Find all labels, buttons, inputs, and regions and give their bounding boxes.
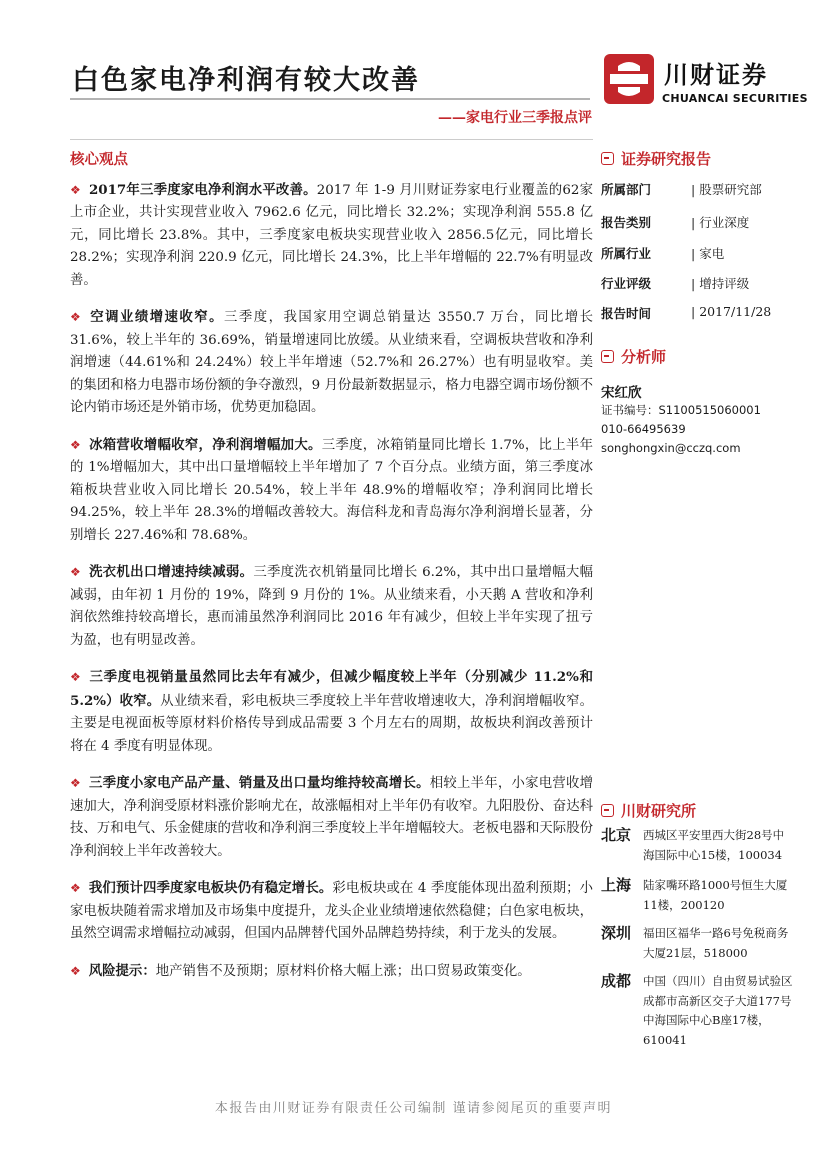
meta-value: | 2017/11/28 — [691, 304, 772, 319]
section-title: 核心观点 — [70, 151, 128, 168]
paragraph-lead: 2017年三季度家电净利润水平改善。 — [88, 181, 317, 198]
paragraph — [70, 877, 593, 946]
paragraph — [70, 434, 593, 548]
report-icon — [601, 152, 614, 165]
diamond-bullet-icon: ❖ — [70, 963, 81, 978]
paragraph-body: 相较上半年，小家电营收增速加大，净利润受原材料涨价影响尤在，故涨幅相对上半年仍有收窄。九阳股份、奋达科技、万和电气、乐金健康的营收和净利润三季度较上半年增幅较大。老板电器和天际股份净利润较上半年改善较大。 — [70, 776, 594, 859]
meta-value: | 家电 — [691, 246, 725, 261]
paragraph-lead: 三季度小家电产品产量、销量及出口量均维持较高增长。 — [89, 775, 430, 791]
paragraph-lead: 风险提示： — [88, 962, 156, 979]
office-city: 成都 — [601, 972, 632, 990]
institute-icon — [601, 804, 614, 817]
main-content — [70, 149, 593, 997]
meta-key: 报告时间 — [601, 306, 652, 321]
paragraph-body: 三季度洗衣机销量同比增长 6.2%，其中出口量增幅大幅减弱，由年初 1 月份的 19%，降到 9 月份的 1%。从业绩来看，小天鹅 A 营收和净利润依然维持较高增长，惠而浦虽然净利润同比 2016 年有减少，但较上半年实现了扭亏为盈，也有明显改善。 — [70, 565, 593, 648]
office-city: 北京 — [601, 826, 632, 844]
paragraph-body: 地产销售不及预期；原材料价格大幅上涨；出口贸易政策变化。 — [155, 963, 531, 979]
paragraph — [70, 772, 593, 863]
header-separator — [70, 139, 593, 140]
office-address: 陆家嘴环路1000号恒生大厦11楼，200120 — [643, 878, 788, 912]
meta-key: 行业评级 — [601, 276, 652, 291]
footer-disclaimer: 本报告由川财证券有限责任公司编制 谨请参阅尾页的重要声明 — [214, 1101, 613, 1116]
paragraph-body: 三季度，冰箱销量同比增长 1.7%，比上半年的 1%增幅加大，其中出口量增幅较上半年增加了 7 个百分点。业绩方面，第三季度冰箱板块营业收入同比增长 20.54%，较上半年 48.9%的增幅收窄；净利润同比增长 94.25%，较上半年 28.3%的增幅改善较大。海信科龙和青岛海尔净利润增长显著，分别增长 227.46%和 78.68%。 — [70, 437, 594, 543]
office-address: 西城区平安里西大街28号中海国际中心15楼，100034 — [643, 828, 785, 862]
analyst-cert: 证书编号：S1100515060001 — [601, 403, 761, 417]
analyst-heading-label: 分析师 — [621, 348, 667, 366]
diamond-bullet-icon: ❖ — [70, 565, 82, 579]
diamond-bullet-icon: ❖ — [70, 776, 81, 790]
meta-row-industry — [601, 244, 791, 262]
report-meta — [601, 180, 791, 320]
diamond-bullet-icon: ❖ — [70, 670, 82, 684]
analyst-email[interactable]: songhongxin@cczq.com — [601, 441, 741, 455]
office-city: 深圳 — [601, 924, 632, 942]
report-subtitle: ——家电行业三季报点评 — [438, 110, 592, 126]
paragraph-lead: 三季度电视销量虽然同比去年有减少，但减少幅度较上半年（分别减少 11.2%和 5.2%）收窄。 — [70, 669, 593, 709]
meta-row-rating — [601, 274, 791, 292]
diamond-bullet-icon: ❖ — [70, 437, 82, 452]
meta-key: 所属行业 — [601, 246, 652, 261]
office-list — [601, 826, 791, 1076]
office-address: 中国（四川）自由贸易试验区成都市高新区交子大道177号中海国际中心B座17楼，610041 — [643, 974, 793, 1047]
diamond-bullet-icon: ❖ — [70, 881, 81, 895]
paragraph — [70, 666, 593, 758]
meta-key: 报告类别 — [601, 215, 652, 230]
title-divider — [70, 98, 590, 100]
meta-row-department — [601, 180, 791, 198]
paragraph-body: 彩电板块或在 4 季度能体现出盈利预期；小家电板块随着需求增加及市场集中度提升，龙头企业业绩增速依然稳健；白色家电板块，虽然空调需求增幅拉动减弱，但国内品牌替代国外品牌趋势持续，利于龙头的发展。 — [70, 881, 594, 941]
brand-name-en: CHUANCAI SECURITIES — [662, 92, 808, 105]
office-city: 上海 — [601, 876, 632, 894]
report-title: 白色家电净利润有较大改善 — [72, 65, 420, 96]
analyst-phone: 010-66495639 — [601, 422, 686, 436]
analyst-info — [601, 381, 791, 458]
analyst-name: 宋红欣 — [601, 385, 642, 401]
diamond-bullet-icon: ❖ — [70, 310, 83, 324]
paragraph — [70, 561, 593, 652]
meta-value: | 行业深度 — [691, 215, 750, 230]
paragraph-lead: 空调业绩增速收窄。 — [90, 309, 225, 325]
meta-value: | 股票研究部 — [691, 182, 762, 197]
paragraph-body: 从业绩来看，彩电板块三季度较上半年营收增速收大，净利润增幅收窄。主要是电视面板等原材料价格传导到成品需要 3 个月左右的周期，故板块利润改善预计将在 4 季度有明显体现。 — [70, 693, 593, 754]
paragraph-body: 三季度，我国家用空调总销量达 3550.7 万台，同比增长 31.6%，较上半年的 36.69%，销量增速同比放缓。从业绩来看，空调板块营收和净利润增速（44.61%和 24.24%）较上半年增速（52.7%和 26.27%）也有明显收窄。美的集团和格力电器市场份额的争夺激烈，9 月份最新数据显示，格力电器空调市场份额不论内销市场还是外销市场，优势更加稳固。 — [70, 310, 593, 415]
paragraph-lead: 我们预计四季度家电板块仍有稳定增长。 — [88, 880, 333, 896]
paragraph-lead: 洗衣机出口增速持续减弱。 — [89, 564, 254, 580]
meta-value: | 增持评级 — [691, 276, 750, 291]
report-info-heading-label: 证券研究报告 — [621, 150, 712, 168]
paragraph — [70, 306, 593, 420]
brand-logo-icon — [604, 54, 654, 104]
paragraph — [70, 960, 593, 984]
analyst-heading — [601, 346, 791, 367]
diamond-bullet-icon: ❖ — [70, 182, 81, 197]
institute-heading-label: 川财研究所 — [621, 802, 697, 820]
paragraph-lead: 冰箱营收增幅收窄，净利润增幅加大。 — [89, 436, 322, 453]
brand-name-cn: 川财证券 — [664, 61, 768, 89]
paragraph-body: 2017 年 1-9 月川财证券家电行业覆盖的62家上市企业，共计实现营业收入 7962.6 亿元，同比增长 32.2%；实现净利润 555.8 亿元，同比增长 23.8%。其中，三季度家电板块实现营业收入 2856.5亿元，同比增长 28.2%；实现净利润 220.9 亿元，同比增长 24.3%，比上半年增幅的 22.7%有明显改善。 — [70, 182, 594, 288]
office-address: 福田区福华一路6号免税商务大厦21层，518000 — [643, 926, 789, 960]
report-info-heading — [601, 148, 791, 169]
institute-heading — [601, 800, 791, 821]
paragraph — [70, 179, 593, 293]
meta-row-date — [601, 304, 791, 322]
meta-key: 所属部门 — [601, 182, 652, 197]
analyst-icon — [601, 350, 614, 363]
meta-row-category — [601, 213, 791, 231]
